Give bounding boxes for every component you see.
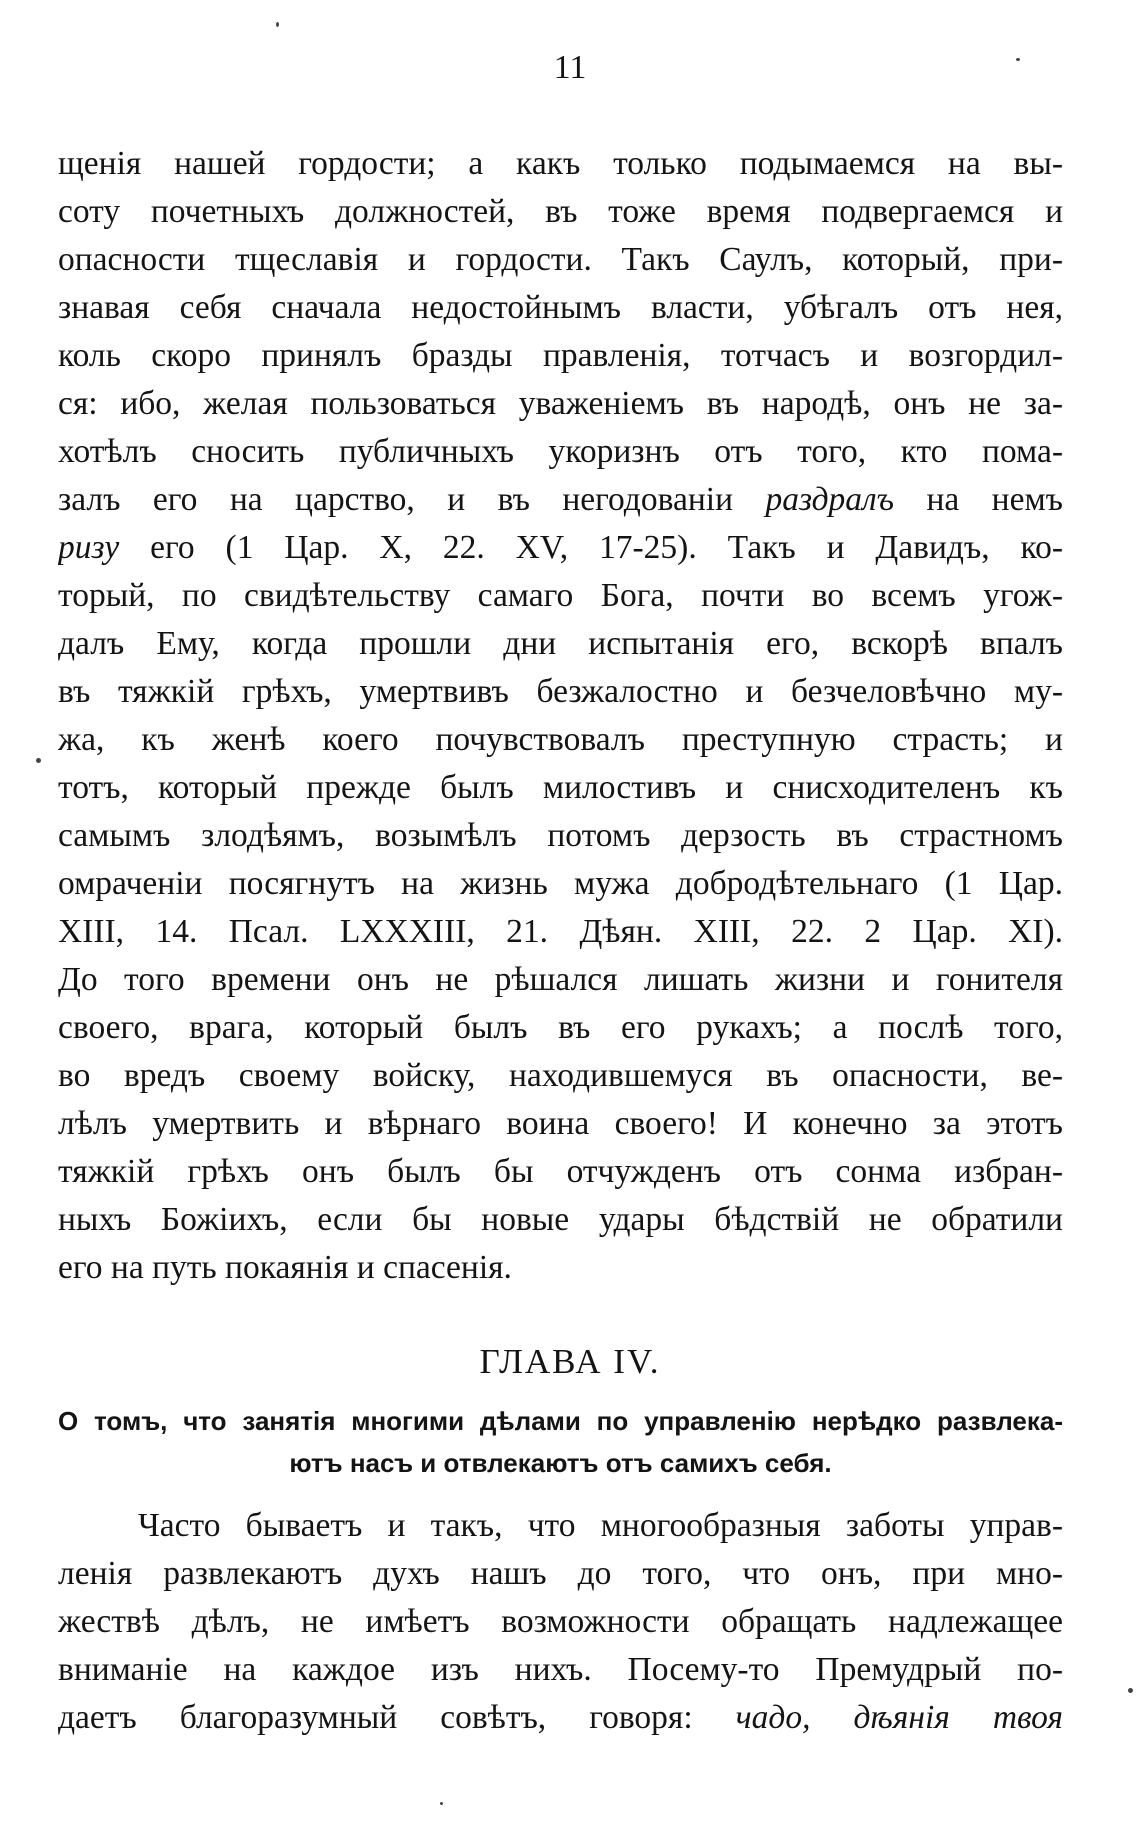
text-segment: вниманіе на каждое изъ нихъ. Посему-то Премудрый по- <box>58 1651 1063 1688</box>
text-segment: жа, къ женѣ коего почувствовалъ преступную страсть; и <box>58 721 1063 758</box>
scan-speck <box>1016 58 1020 61</box>
scan-speck <box>1128 1688 1133 1693</box>
text-line <box>58 428 1063 476</box>
text-segment: своего, врага, который былъ въ его рукахъ; а послѣ того, <box>58 1009 1063 1046</box>
text-segment: До того времени онъ не рѣшался лишать жизни и гонителя <box>58 961 1063 998</box>
italic-text: раздралъ <box>765 481 895 518</box>
text-line <box>58 524 1063 572</box>
text-line <box>58 1196 1063 1244</box>
text-line <box>58 284 1063 332</box>
text-segment: ся: ибо, желая пользоваться уваженіемъ въ народѣ, онъ не за- <box>58 385 1063 422</box>
paragraph-2 <box>58 1502 1063 1742</box>
text-segment: на немъ <box>894 481 1063 518</box>
text-line <box>58 1004 1063 1052</box>
text-line <box>58 1550 1063 1598</box>
text-segment: залъ его на царство, и въ негодованіи <box>58 481 766 518</box>
text-segment: жествѣ дѣлъ, не имѣетъ возможности обращать надлежащее <box>58 1603 1063 1640</box>
text-line <box>58 860 1063 908</box>
chapter-title: ГЛАВА IV. <box>479 1342 661 1381</box>
text-segment: во вредъ своему войску, находившемуся въ опасности, ве- <box>58 1057 1063 1094</box>
text-line <box>58 1052 1063 1100</box>
text-segment: лѣлъ умертвить и вѣрнаго воина своего! И конечно за этотъ <box>58 1105 1063 1142</box>
text-line <box>58 668 1063 716</box>
chapter-subtitle-line-1: О томъ, что занятія многими дѣлами по управленію нерѣдко развлека- <box>58 1406 1063 1436</box>
text-segment: его на путь покаянія и спасенія. <box>58 1249 512 1286</box>
text-segment: торый, по свидѣтельству самаго Бога, почти во всемъ угож- <box>58 577 1063 614</box>
scan-speck <box>276 22 279 27</box>
text-segment: тотъ, который прежде былъ милостивъ и снисходителенъ къ <box>58 769 1063 806</box>
text-segment: его (1 Цар. X, 22. XV, 17-25). Такъ и Давидъ, ко- <box>119 529 1063 566</box>
text-line <box>58 236 1063 284</box>
text-line <box>58 1148 1063 1196</box>
text-segment: XIII, 14. Псал. LXXXIII, 21. Дѣян. XIII, 22. 2 Цар. XI). <box>58 913 1063 950</box>
text-segment: ныхъ Божіихъ, если бы новые удары бѣдствій не обратили <box>58 1201 1063 1238</box>
text-segment: коль скоро принялъ бразды правленія, тотчасъ и возгордил- <box>58 337 1063 374</box>
scan-speck <box>440 1802 443 1805</box>
text-segment: опасности тщеславія и гордости. Такъ Саулъ, который, при- <box>58 241 1063 278</box>
text-segment: далъ Ему, когда прошли дни испытанія его, вскорѣ впалъ <box>58 625 1063 662</box>
text-line <box>58 1502 1063 1550</box>
text-line <box>58 332 1063 380</box>
text-line <box>58 908 1063 956</box>
paragraph-1 <box>58 140 1063 1292</box>
text-line <box>58 620 1063 668</box>
italic-text: ризу <box>58 529 120 566</box>
text-line <box>58 812 1063 860</box>
chapter-subtitle <box>58 1400 1063 1484</box>
text-line <box>58 476 1063 524</box>
text-segment: ленія развлекаютъ духъ нашъ до того, что онъ, при мно- <box>58 1555 1063 1592</box>
text-line <box>58 572 1063 620</box>
page-number: 11 <box>553 49 587 86</box>
text-line <box>58 956 1063 1004</box>
text-segment: тяжкій грѣхъ онъ былъ бы отчужденъ отъ сонма избран- <box>58 1153 1063 1190</box>
text-segment: соту почетныхъ должностей, въ тоже время подвергаемся и <box>58 193 1063 230</box>
text-line <box>58 764 1063 812</box>
text-line <box>58 140 1063 188</box>
text-segment: въ тяжкій грѣхъ, умертвивъ безжалостно и безчеловѣчно му- <box>58 673 1063 710</box>
text-line <box>58 1244 1063 1292</box>
text-segment: хотѣлъ сносить публичныхъ укоризнъ отъ того, кто пома- <box>58 433 1063 470</box>
text-segment: знавая себя сначала недостойнымъ власти, убѣгалъ отъ нея, <box>58 289 1063 326</box>
text-segment: даетъ благоразумный совѣтъ, говоря: <box>58 1699 736 1736</box>
italic-text: чадо, дѣянія твоя <box>735 1699 1063 1736</box>
text-line <box>58 188 1063 236</box>
text-line <box>58 716 1063 764</box>
text-segment: самымъ злодѣямъ, возымѣлъ потомъ дерзость въ страстномъ <box>58 817 1063 854</box>
text-line <box>58 380 1063 428</box>
text-line <box>58 1694 1063 1742</box>
text-line <box>58 1598 1063 1646</box>
text-segment: щенія нашей гордости; а какъ только подымаемся на вы- <box>58 145 1063 182</box>
text-line <box>58 1646 1063 1694</box>
scan-speck <box>36 758 41 763</box>
text-segment: Часто бываетъ и такъ, что многообразныя заботы управ- <box>138 1507 1063 1544</box>
text-line <box>58 1100 1063 1148</box>
chapter-subtitle-line-2: ютъ насъ и отвлекаютъ отъ самихъ себя. <box>289 1448 832 1478</box>
text-segment: омраченіи посягнутъ на жизнь мужа добродѣтельнаго (1 Цар. <box>58 865 1063 902</box>
